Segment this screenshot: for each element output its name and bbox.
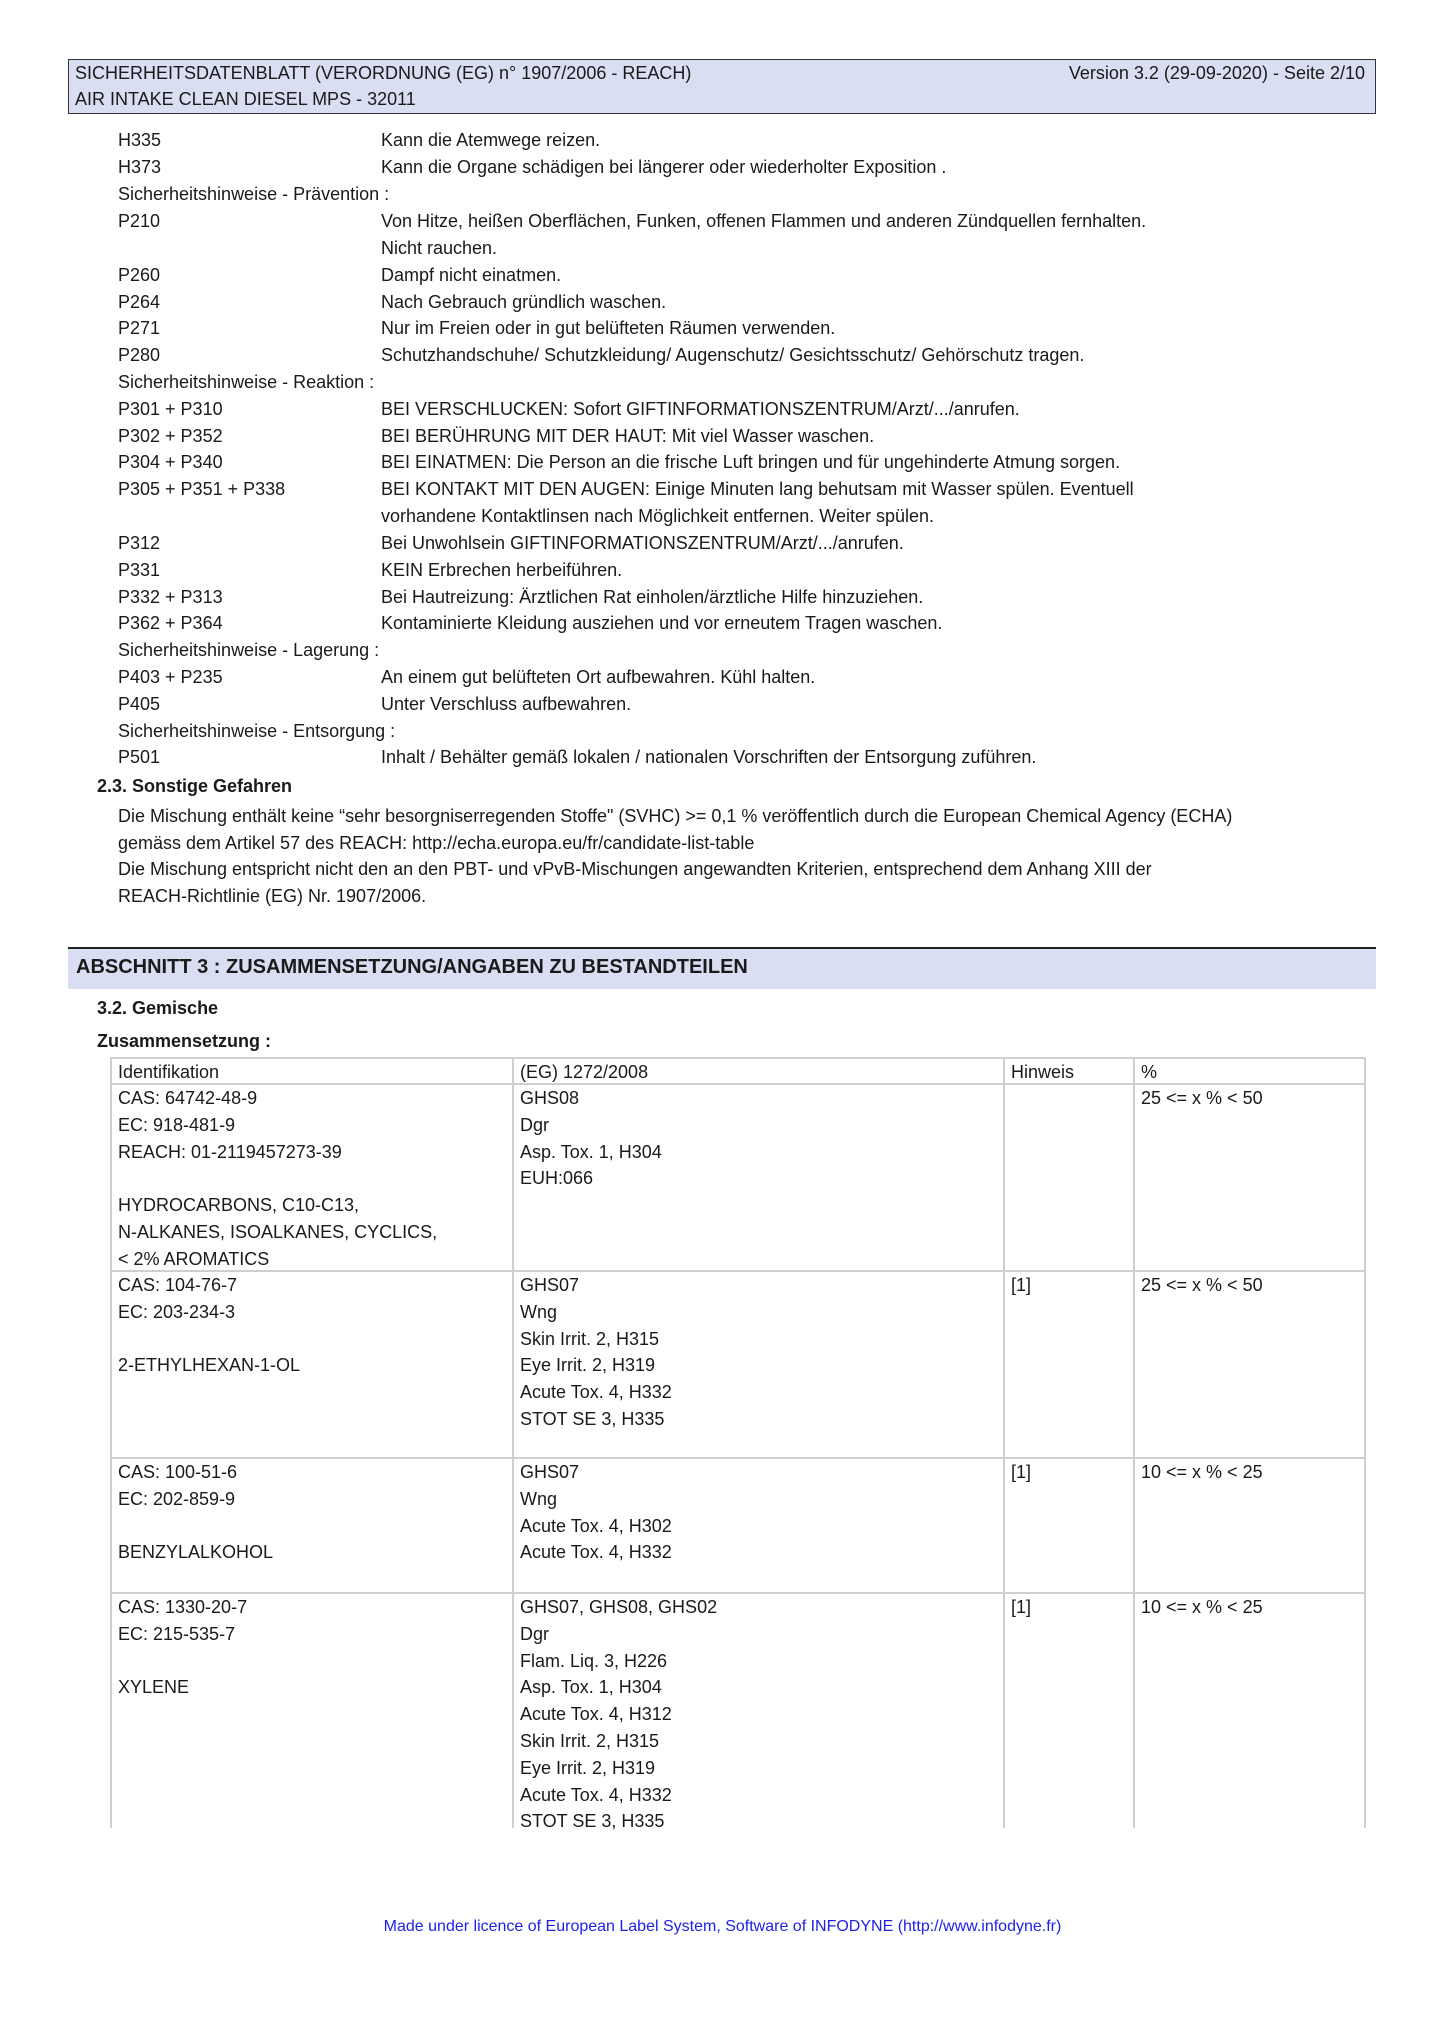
table-cell-identification: CAS: 104-76-7 EC: 203-234-3 2-ETHYLHEXAN-1-OL	[110, 1270, 512, 1457]
paragraph-line: REACH-Richtlinie (EG) Nr. 1907/2006.	[118, 886, 427, 906]
group-label: Sicherheitshinweise - Lagerung :	[118, 640, 380, 660]
section-3-header	[68, 947, 1376, 989]
statement-text: Inhalt / Behälter gemäß lokalen / nationalen Vorschriften der Entsorgung zuführen.	[381, 747, 1037, 767]
statement-code: P301 + P310	[118, 399, 223, 419]
paragraph-line: Die Mischung enthält keine “sehr besorgniserregenden Stoffe" (SVHC) >= 0,1 % veröffentlich durch die European Chemical Agency (ECHA)	[118, 806, 1233, 826]
statement-code: H373	[118, 157, 162, 177]
statement-code: P501	[118, 747, 161, 767]
column-header-note: Hinweis	[1003, 1057, 1133, 1083]
statement-code: P332 + P313	[118, 587, 223, 607]
table-cell-classification: GHS08 Dgr Asp. Tox. 1, H304 EUH:066	[512, 1083, 1003, 1270]
column-header-identification: Identifikation	[110, 1057, 512, 1083]
statement-code: P210	[118, 211, 161, 231]
statement-code: P362 + P364	[118, 613, 223, 633]
statement-text: Schutzhandschuhe/ Schutzkleidung/ Augenschutz/ Gesichtsschutz/ Gehörschutz tragen.	[381, 345, 1085, 365]
footer-licence-text: Made under licence of European Label System, Software of INFODYNE (http://www.infodyne.fr)	[383, 1918, 1062, 1935]
table-cell-classification: GHS07 Wng Skin Irrit. 2, H315 Eye Irrit. 2, H319 Acute Tox. 4, H332 STOT SE 3, H335	[512, 1270, 1003, 1457]
statement-text: An einem gut belüfteten Ort aufbewahren. Kühl halten.	[381, 667, 816, 687]
statement-code: P280	[118, 345, 161, 365]
statement-text: Von Hitze, heißen Oberflächen, Funken, offenen Flammen und anderen Zündquellen fernhalten.	[381, 211, 1147, 231]
paragraph-line: Die Mischung entspricht nicht den an den PBT- und vPvB-Mischungen angewandten Kriterien, entsprechend dem Anhang XIII der	[118, 859, 1152, 879]
statement-text: Kann die Organe schädigen bei längerer oder wiederholter Exposition .	[381, 157, 947, 177]
statement-text: BEI BERÜHRUNG MIT DER HAUT: Mit viel Wasser waschen.	[381, 426, 875, 446]
mixtures-heading: 3.2. Gemische	[97, 998, 219, 1018]
statement-text: BEI KONTAKT MIT DEN AUGEN: Einige Minuten lang behutsam mit Wasser spülen. Eventuell	[381, 479, 1134, 499]
paragraph-line: gemäss dem Artikel 57 des REACH: http://echa.europa.eu/fr/candidate-list-table	[118, 833, 755, 853]
statement-text: KEIN Erbrechen herbeiführen.	[381, 560, 623, 580]
group-label: Sicherheitshinweise - Entsorgung :	[118, 721, 396, 741]
table-cell-percent: 10 <= x % < 25	[1133, 1592, 1366, 1828]
statement-code: P305 + P351 + P338	[118, 479, 286, 499]
statement-text: BEI VERSCHLUCKEN: Sofort GIFTINFORMATIONSZENTRUM/Arzt/.../anrufen.	[381, 399, 1020, 419]
table-cell-identification: CAS: 100-51-6 EC: 202-859-9 BENZYLALKOHOL	[110, 1457, 512, 1592]
statement-text: Kann die Atemwege reizen.	[381, 130, 601, 150]
table-cell-classification: GHS07, GHS08, GHS02 Dgr Flam. Liq. 3, H226 Asp. Tox. 1, H304 Acute Tox. 4, H312 Skin Irrit. 2, H315 Eye Irrit. 2, H319 Acute Tox. 4, H332 STOT SE 3, H335	[512, 1592, 1003, 1828]
table-cell-identification: CAS: 1330-20-7 EC: 215-535-7 XYLENE	[110, 1592, 512, 1828]
product-name: AIR INTAKE CLEAN DIESEL MPS - 32011	[75, 89, 416, 109]
group-label: Sicherheitshinweise - Prävention :	[118, 184, 390, 204]
column-header-classification: (EG) 1272/2008	[512, 1057, 1003, 1083]
statement-code: P302 + P352	[118, 426, 223, 446]
version-page-info: Version 3.2 (29-09-2020) - Seite 2/10	[1068, 63, 1365, 83]
section-title: ABSCHNITT 3 : ZUSAMMENSETZUNG/ANGABEN ZU BESTANDTEILEN	[76, 956, 748, 978]
statement-code: P304 + P340	[118, 452, 223, 472]
statement-code: P403 + P235	[118, 667, 223, 687]
table-cell-percent: 10 <= x % < 25	[1133, 1457, 1366, 1592]
statement-text: Nach Gebrauch gründlich waschen.	[381, 292, 667, 312]
document-header	[68, 59, 1376, 114]
statement-code: P260	[118, 265, 161, 285]
statement-code: P271	[118, 318, 161, 338]
table-cell-note: [1]	[1003, 1592, 1133, 1828]
statement-text-cont: vorhandene Kontaktlinsen nach Möglichkeit entfernen. Weiter spülen.	[381, 506, 935, 526]
table-cell-note	[1003, 1083, 1133, 1270]
statement-text: Nur im Freien oder in gut belüfteten Räumen verwenden.	[381, 318, 836, 338]
statement-text: Dampf nicht einatmen.	[381, 265, 562, 285]
statement-code: P331	[118, 560, 161, 580]
table-cell-identification: CAS: 64742-48-9 EC: 918-481-9 REACH: 01-2119457273-39 HYDROCARBONS, C10-C13, N-ALKANES, ISOALKANES, CYCLICS, < 2% AROMATICS	[110, 1083, 512, 1270]
table-cell-note: [1]	[1003, 1270, 1133, 1457]
statement-code: H335	[118, 130, 162, 150]
table-cell-classification: GHS07 Wng Acute Tox. 4, H302 Acute Tox. 4, H332	[512, 1457, 1003, 1592]
statement-text: BEI EINATMEN: Die Person an die frische Luft bringen und für ungehinderte Atmung sorgen.	[381, 452, 1121, 472]
table-cell-note: [1]	[1003, 1457, 1133, 1592]
document-title: SICHERHEITSDATENBLATT (VERORDNUNG (EG) n° 1907/2006 - REACH)	[75, 63, 692, 83]
statement-text: Bei Unwohlsein GIFTINFORMATIONSZENTRUM/Arzt/.../anrufen.	[381, 533, 904, 553]
statement-text: Unter Verschluss aufbewahren.	[381, 694, 632, 714]
statement-text: Kontaminierte Kleidung ausziehen und vor erneutem Tragen waschen.	[381, 613, 943, 633]
table-cell-percent: 25 <= x % < 50	[1133, 1083, 1366, 1270]
other-hazards-heading: 2.3. Sonstige Gefahren	[97, 776, 293, 796]
column-header-percent: %	[1133, 1057, 1366, 1083]
composition-label: Zusammensetzung :	[97, 1031, 272, 1051]
statement-code: P264	[118, 292, 161, 312]
table-cell-percent: 25 <= x % < 50	[1133, 1270, 1366, 1457]
statement-text-cont: Nicht rauchen.	[381, 238, 498, 258]
statement-code: P312	[118, 533, 161, 553]
statement-code: P405	[118, 694, 161, 714]
group-label: Sicherheitshinweise - Reaktion :	[118, 372, 375, 392]
statement-text: Bei Hautreizung: Ärztlichen Rat einholen/ärztliche Hilfe hinzuziehen.	[381, 587, 924, 607]
